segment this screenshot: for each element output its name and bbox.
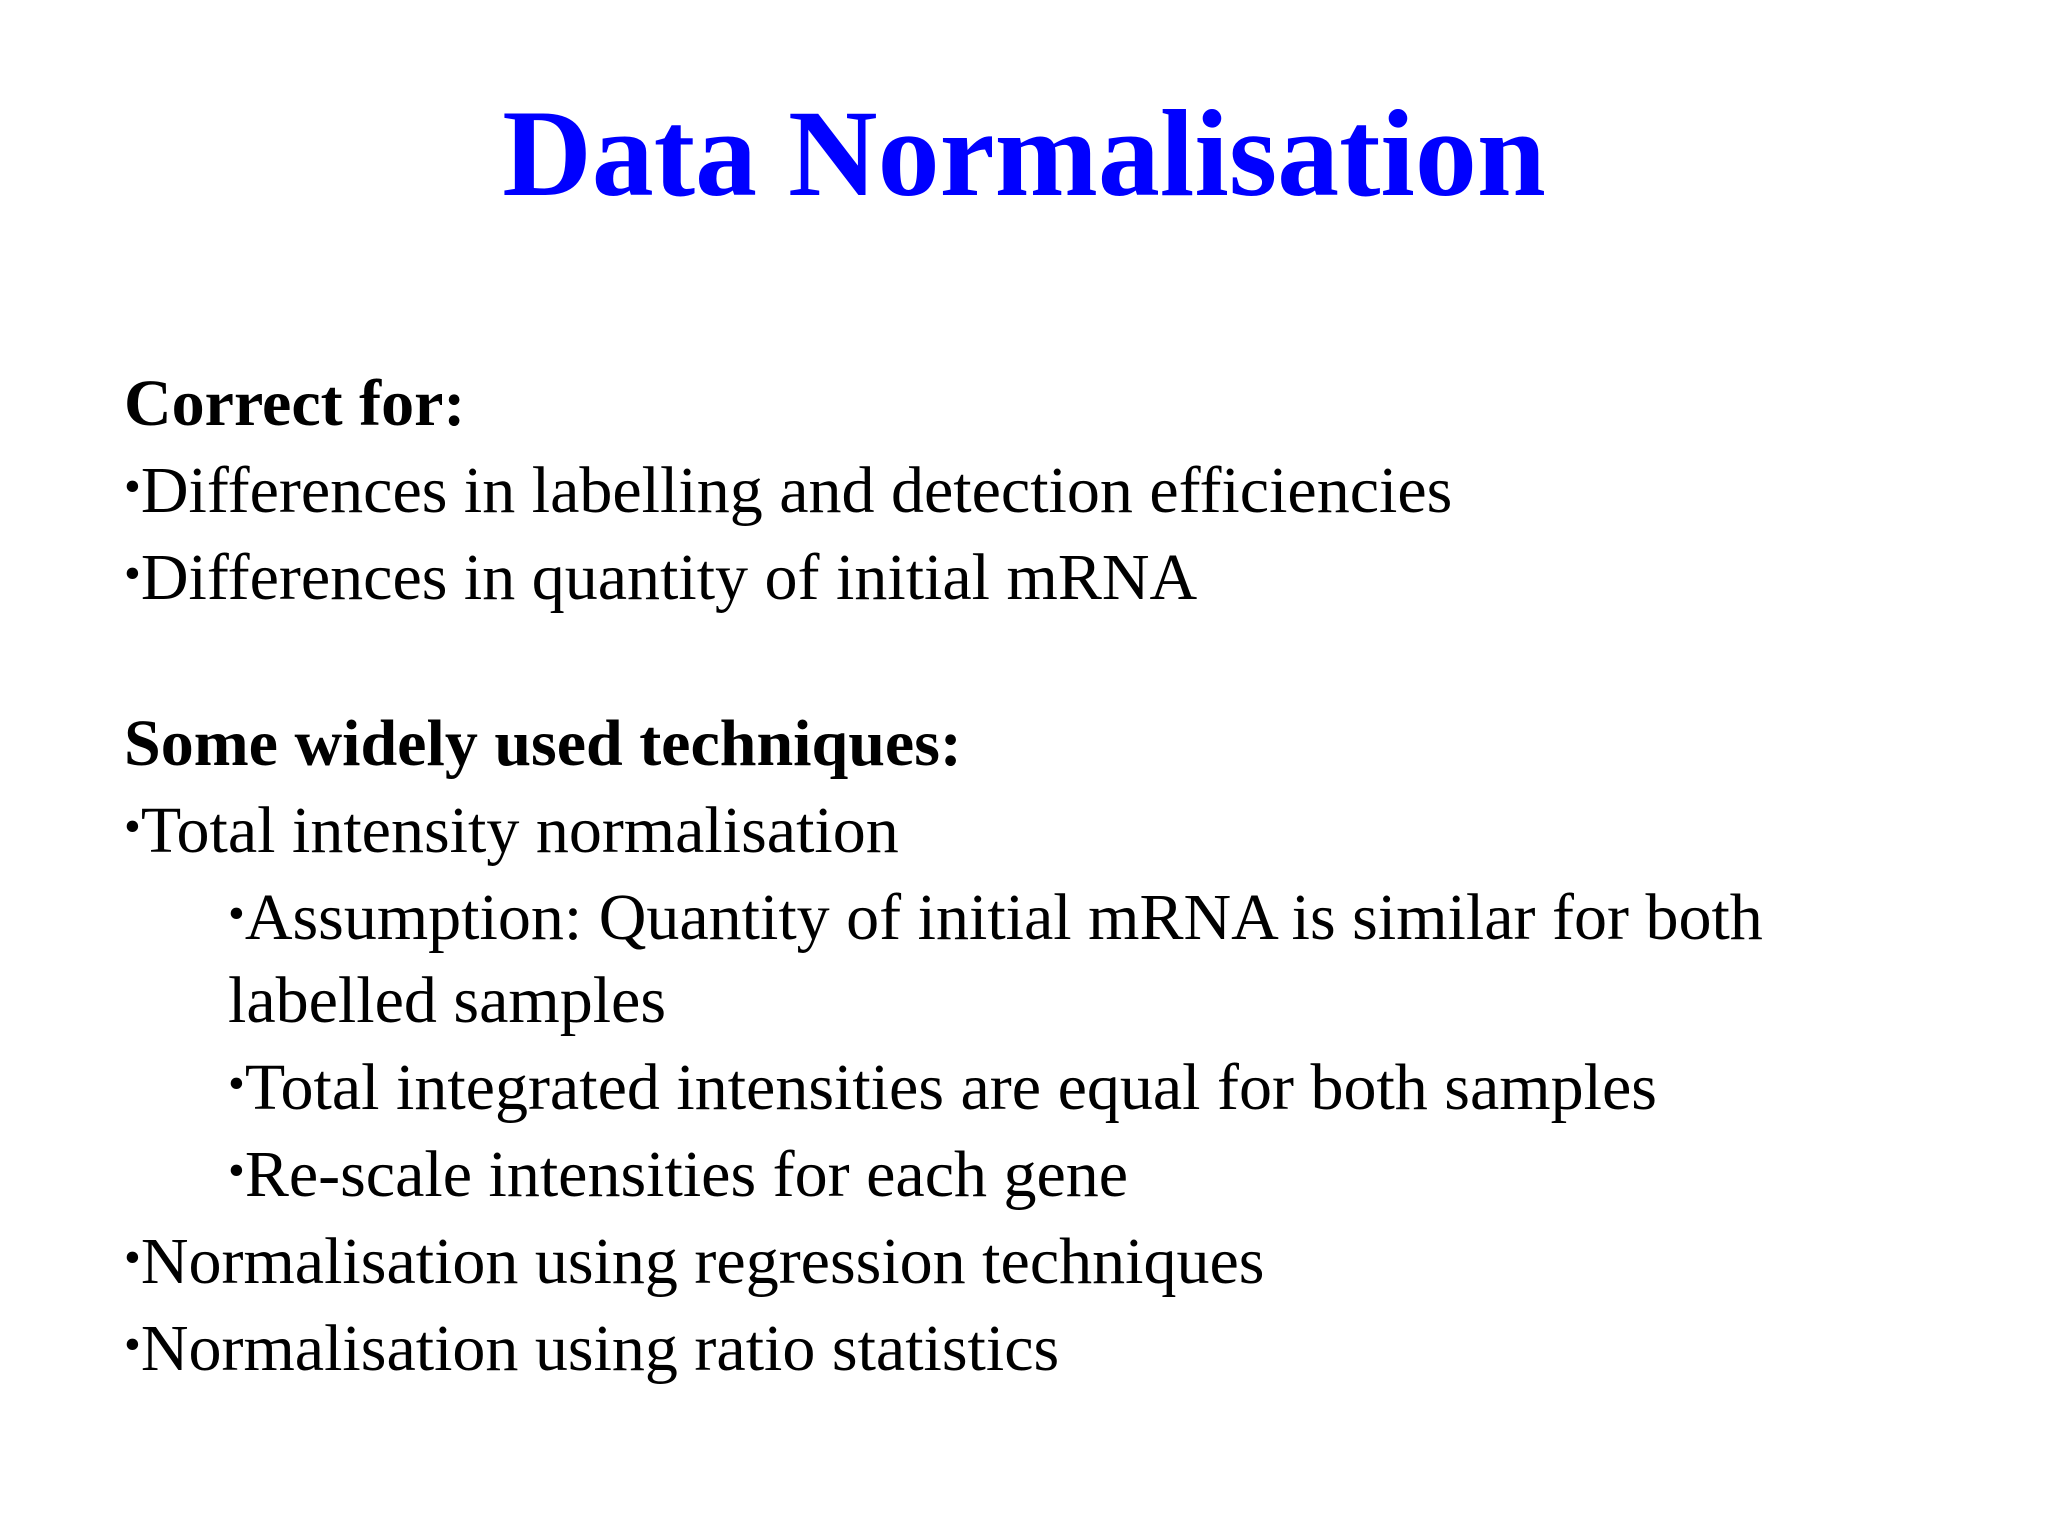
bullet-item: [124, 532, 1964, 619]
sub-bullet-item: [124, 1042, 1964, 1129]
sub-bullet-item: [124, 872, 1964, 1042]
bullet-icon: •: [124, 460, 141, 513]
bullet-item: [124, 1216, 1964, 1303]
bullet-icon: •: [228, 1057, 245, 1110]
bullet-text: Differences in labelling and detection efficiencies: [140, 454, 1453, 527]
sub-bullet-text: Assumption: Quantity of initial mRNA is similar for both labelled samples: [228, 881, 1763, 1037]
bullet-text: Normalisation using ratio statistics: [140, 1312, 1060, 1385]
bullet-icon: •: [124, 1231, 141, 1284]
bullet-text: Normalisation using regression techniques: [140, 1225, 1265, 1298]
bullet-item: [124, 785, 1964, 872]
bullet-item: [124, 445, 1964, 532]
bullet-icon: •: [228, 1144, 245, 1197]
bullet-icon: •: [124, 1318, 141, 1371]
bullet-item: [124, 1303, 1964, 1390]
bullet-text: Total intensity normalisation: [140, 794, 899, 867]
bullet-icon: •: [228, 887, 245, 940]
bullet-icon: •: [124, 800, 141, 853]
sub-bullet-text: Total integrated intensities are equal for both samples: [244, 1051, 1657, 1124]
sub-bullet-text: Re-scale intensities for each gene: [244, 1138, 1129, 1211]
sub-bullet-item: [124, 1129, 1964, 1216]
section-heading-correct-for: Correct for:: [124, 367, 466, 440]
bullet-icon: •: [124, 547, 141, 600]
slide-body: [124, 362, 1964, 1390]
bullet-text: Differences in quantity of initial mRNA: [140, 541, 1198, 614]
spacer: [124, 619, 1964, 702]
slide-title: Data Normalisation: [502, 85, 1546, 222]
section-heading-techniques: Some widely used techniques:: [124, 707, 962, 780]
